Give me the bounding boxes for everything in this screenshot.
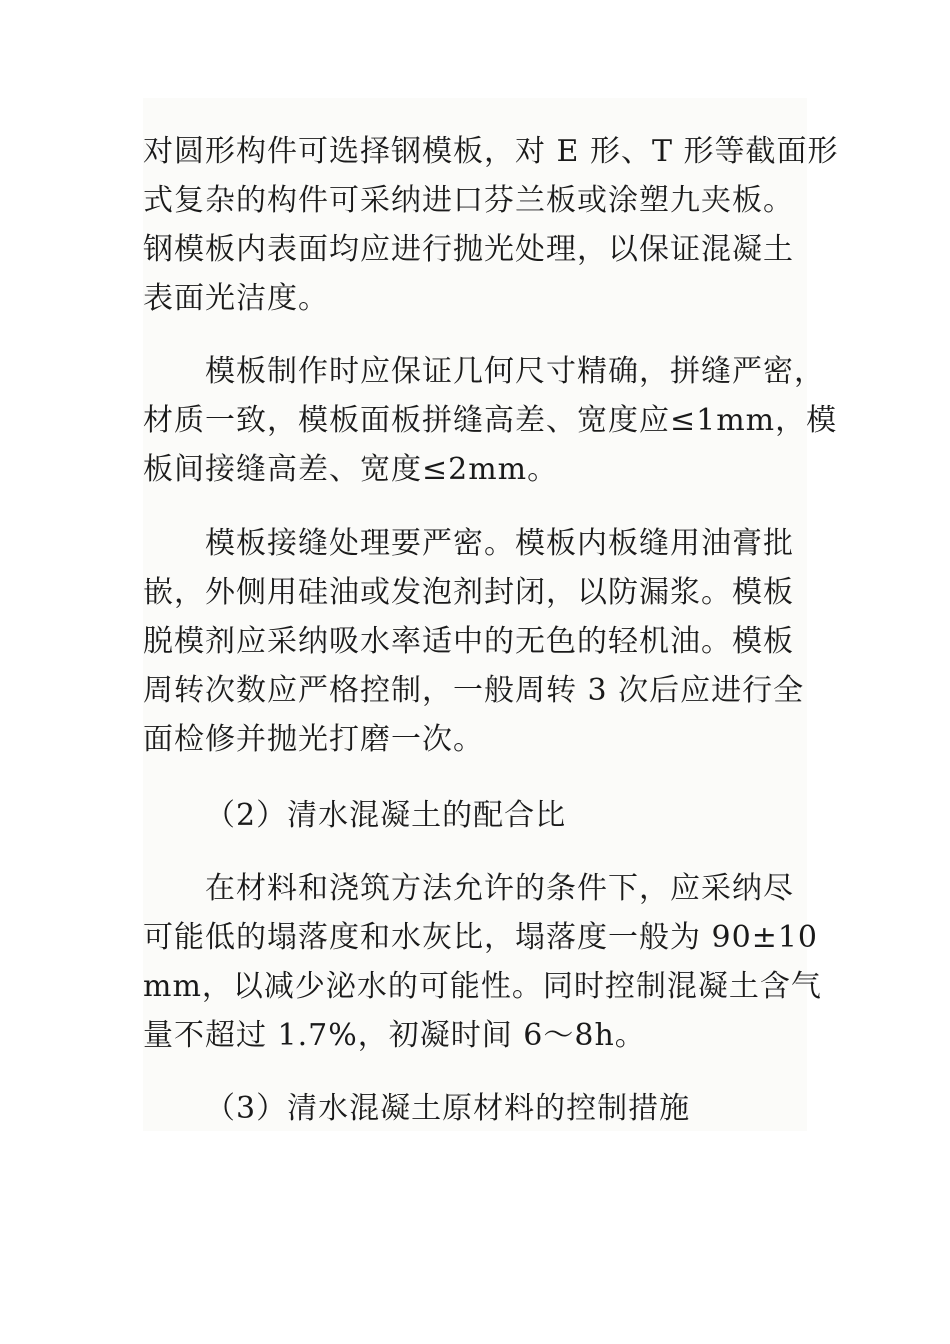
text-line: 周转次数应严格控制，一般周转 3 次后应进行全: [143, 673, 805, 708]
text-line: 嵌，外侧用硅油或发泡剂封闭，以防漏浆。模板: [143, 575, 794, 610]
text-line: mm，以减少泌水的可能性。同时控制混凝土含气: [143, 969, 822, 1004]
text-line: 模板制作时应保证几何尺寸精确，拼缝严密，: [205, 354, 825, 389]
paragraph-mix-ratio: [143, 864, 822, 1060]
text-line: 式复杂的构件可采纳进口芬兰板或涂塑九夹板。: [143, 183, 794, 218]
paragraph-formwork-selection: [143, 127, 839, 323]
paragraph-formwork-joints: [143, 519, 807, 764]
text-line: 对圆形构件可选择钢模板，对 E 形、T 形等截面形: [143, 134, 839, 169]
text-line: 面检修并抛光打磨一次。: [143, 722, 484, 757]
text-line: 钢模板内表面均应进行抛光处理，以保证混凝土: [143, 232, 794, 267]
text-line: 脱模剂应采纳吸水率适中的无色的轻机油。模板: [143, 624, 794, 659]
section-heading-text: （2）清水混凝土的配合比: [205, 798, 567, 833]
text-line: 模板接缝处理要严密。模板内板缝用油膏批: [205, 526, 794, 561]
section-heading-text: （3）清水混凝土原材料的控制措施: [205, 1091, 691, 1126]
text-line: 板间接缝高差、宽度≤2mm。: [143, 452, 559, 487]
text-line: 量不超过 1.7%，初凝时间 6～8h。: [143, 1018, 646, 1053]
text-line: 在材料和浇筑方法允许的条件下，应采纳尽: [205, 871, 794, 906]
section-heading-mix-ratio: [143, 791, 807, 840]
text-line: 材质一致，模板面板拼缝高差、宽度应≤1mm，模: [143, 403, 838, 438]
text-line: 可能低的塌落度和水灰比，塌落度一般为 90±10: [143, 920, 819, 955]
text-line: 表面光洁度。: [143, 281, 329, 316]
section-heading-raw-materials: [143, 1084, 807, 1133]
paragraph-formwork-fabrication: [143, 347, 838, 494]
